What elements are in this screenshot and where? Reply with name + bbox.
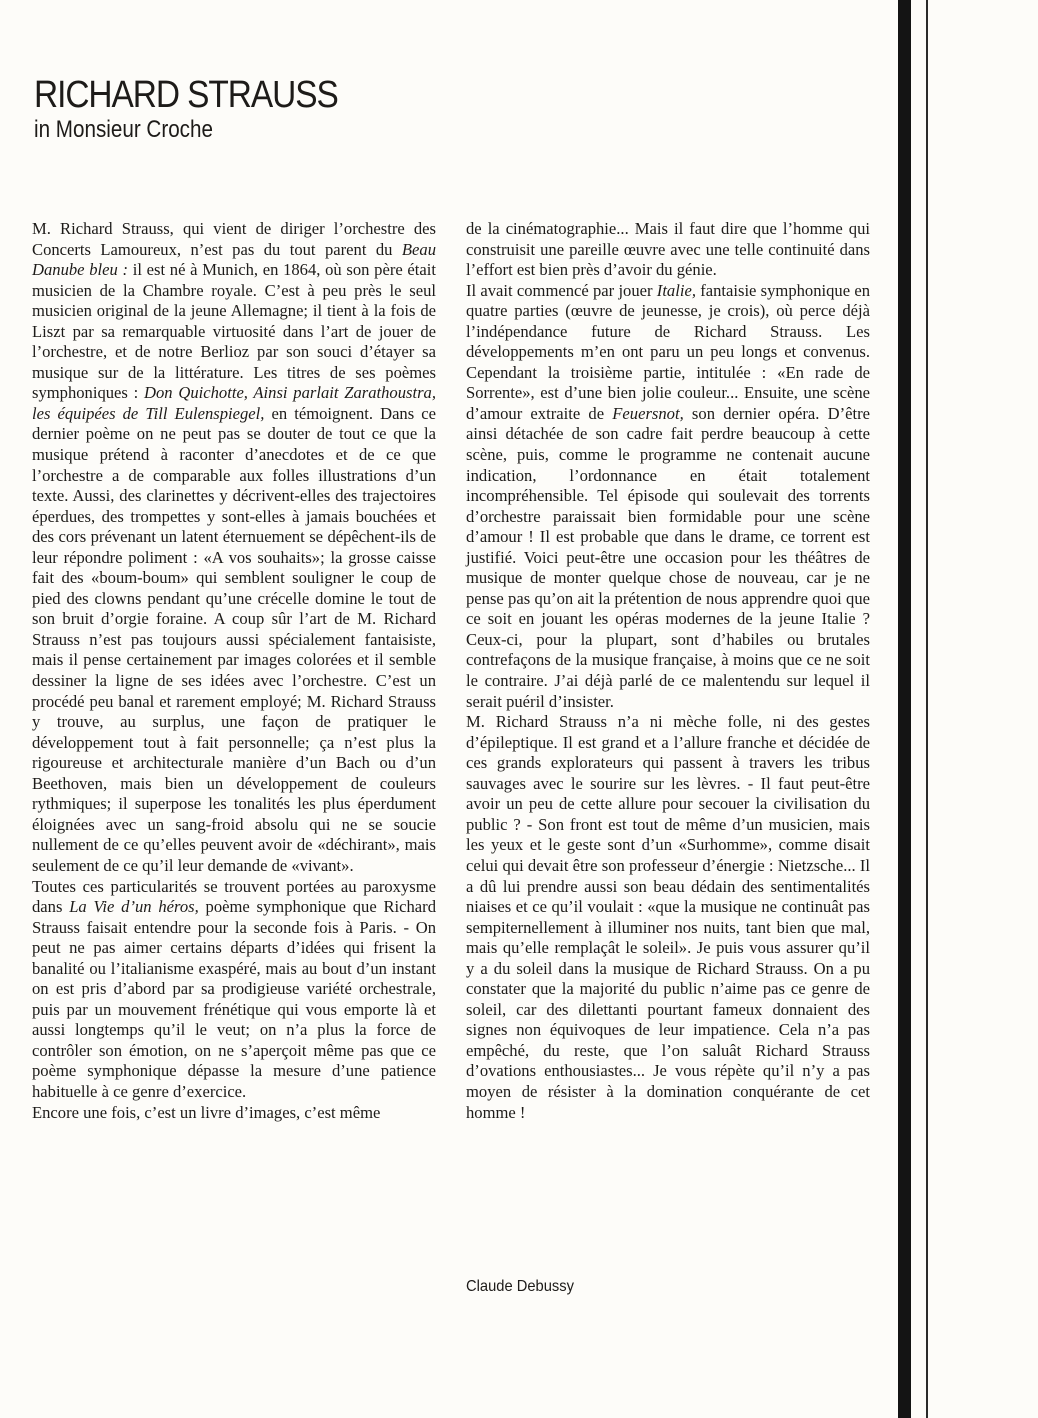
text-run: Encore une fois, c’est un livre d’images, c’est même xyxy=(32,1102,381,1122)
text-column-right xyxy=(466,219,870,1123)
text-run: poème symphonique que Richard Strauss faisait entendre pour la seconde fois à Paris. - On peut ne pas aimer certains départs d’idées qui frisent la banalité ou l’italianisme exaspéré, mais au bout d’un instant on est pris d’abord par sa prodigieuse variété orchestrale, puis par un mouvement frénétique qui vous emporte là et aussi longtemps qu’il le veut; on n’a plus la force de contrôler son émotion, on ne s’aperçoit même pas que ce poème symphonique dépasse la mesure d’une patience habituelle à ce genre d’exercice. xyxy=(32,897,436,1101)
page-edge-bar xyxy=(898,0,911,1418)
italic-title-run: Feuersnot, xyxy=(612,403,684,423)
italic-title-run: Italie, xyxy=(656,280,696,300)
paragraph xyxy=(466,281,870,712)
text-run: son dernier opéra. D’être ainsi détachée de son cadre fait perdre beaucoup à cette scène, puis, comme le programme ne contenait aucune indication, l’ordonnance en était totalement incompréhensible. Tel épisode qui soulevait des torrents d’orchestre paraissait bien formidable pour une scène d’amour ! Il est probable que dans le drame, ce torrent est justifié. Voici peut-être une occasion pour les théâtres de musique de monter quelque chose de nouveau, car je ne pense pas qu’on ait la prétention de nous apprendre quoi que ce soit en jouant les opéras modernes de la jeune Italie ? Ceux-ci, pour la plupart, sont d’habiles ou brutales contrefaçons de la musique française, à moins que ce ne soit le contraire. J’ai déjà parlé de ce malentendu sur lequel il serait puéril d’insister. xyxy=(466,403,870,711)
text-run: il est né à Munich, en 1864, où son père était musicien de la Chambre royale. C’est à peu près le seul musicien original de la jeune Allemagne; il tient à la fois de Liszt par sa remarquable virtuosité dans l’art de jouer de l’orchestre, et de notre Berlioz par son souci d’étayer sa musique sur de la littérature. Les titres de ses poèmes symphoniques : xyxy=(32,260,436,403)
italic-title-run: Beau Danube bleu : xyxy=(32,239,436,280)
text-run: M. Richard Strauss n’a ni mèche folle, ni des gestes d’épileptique. Il est grand et a l’allure franche et décidée de ces grands explorateurs qui passent à travers les tribus sauvages avec le sourire sur les lèvres. - Il faut peut-être avoir un peu de cette allure pour secouer la civilisation du public ? - Son front est tout de même d’un musicien, mais les yeux et le geste sont d’un «Surhomme», comme disait celui qui devait être son professeur d’énergie : Nietzsche... Il a dû lui prendre aussi son beau dédain des sentimentalités niaises et ce qu’il voulait : «que la musique ne continuât pas sempiternellement à illuminer nos nuits, tant bien que mal, mais qu’elle remplaçât le soleil». Je puis vous assurer qu’il y a du soleil dans la musique de Richard Strauss. On a pu constater que la majorité du public n’aime pas ce genre de soleil, car des dilettanti pourtant fameux donnaient des signes non équivoques de leur impatience. Cela n’a pas empêché, du reste, que l’on saluât Richard Strauss d’ovations enthousiastes... Je vous répète qu’il n’y a pas moyen de résister à la domination conquérante de cet homme ! xyxy=(466,712,870,1122)
paragraph xyxy=(32,1103,436,1124)
text-run: fantaisie symphonique en quatre parties (œuvre de jeunesse, je crois), où perce déjà l’indépendance future de Richard Strauss. Les développements m’en ont paru un peu longs et convenus. Cependant la troisième partie, intitulée : «En rade de Sorrente», est d’une bien jolie couleur... Ensuite, une scène d’amour extraite de xyxy=(466,280,871,423)
text-run: M. Richard Strauss, qui vient de diriger l’orchestre des Concerts Lamoureux, n’est pas du tout parent du xyxy=(32,219,436,259)
article-header xyxy=(34,76,379,144)
page-subtitle: in Monsieur Croche xyxy=(34,116,213,143)
italic-title-run: La Vie d’un héros, xyxy=(69,897,199,917)
author-signature: Claude Debussy xyxy=(466,1278,575,1295)
italic-title-run: Don Quichotte, Ainsi parlait Zarathoustra, les équipées de Till Eulenspiegel, xyxy=(32,383,436,423)
text-column-left xyxy=(32,219,436,1123)
paragraph xyxy=(466,219,870,281)
paragraph xyxy=(32,877,436,1103)
paragraph xyxy=(32,219,436,877)
text-run: en témoignent. Dans ce dernier poème on ne peut pas se douter de tout ce que la musique prétend à raconter d’anecdotes et de ce que l’orchestre a de comparable aux folles illustrations d’un texte. Aussi, des clarinettes y décrivent-elles des trajectoires éperdues, des trompettes y sont-elles à jamais bouchées et des cors prévenant un latent éternuement se dépêchent-ils de leur répondre poliment : «A vos souhaits»; la grosse caisse fait des «boum-boum» qui semblent souligner le coup de pied des clowns pendant qu’une crécelle domine le tout de son bruit d’orgie foraine. A coup sûr l’art de M. Richard Strauss n’est pas toujours aussi spécialement fantaisiste, mais il pense certainement par images colorées et il semble dessiner la ligne de ses idées avec l’orchestre. C’est un procédé peu banal et rarement employé; M. Richard Strauss y trouve, au surplus, une façon de pratiquer le développement tout à fait personnelle; ça n’est plus la rigoureuse et architecturale manière d’un Bach ou d’un Beethoven, mais bien un développement de couleurs rythmiques; il superpose les tonalités les plus éperdument éloignées avec un sang-froid absolu qui ne se soucie nullement de ce qu’elles peuvent avoir de «déchirant», mais seulement de ce qu’il leur demande de «vivant». xyxy=(32,403,436,875)
text-run: Il avait commencé par jouer xyxy=(466,280,657,300)
page-edge-line xyxy=(926,0,928,1418)
text-run: Toutes ces particularités se trouvent portées au paroxysme dans xyxy=(32,876,436,917)
page-title: RICHARD STRAUSS xyxy=(34,74,338,116)
text-run: de la cinématographie... Mais il faut dire que l’homme qui construisit une pareille œuvre avec une telle continuité dans l’effort est bien près d’avoir du génie. xyxy=(466,219,870,280)
paragraph xyxy=(466,712,870,1123)
